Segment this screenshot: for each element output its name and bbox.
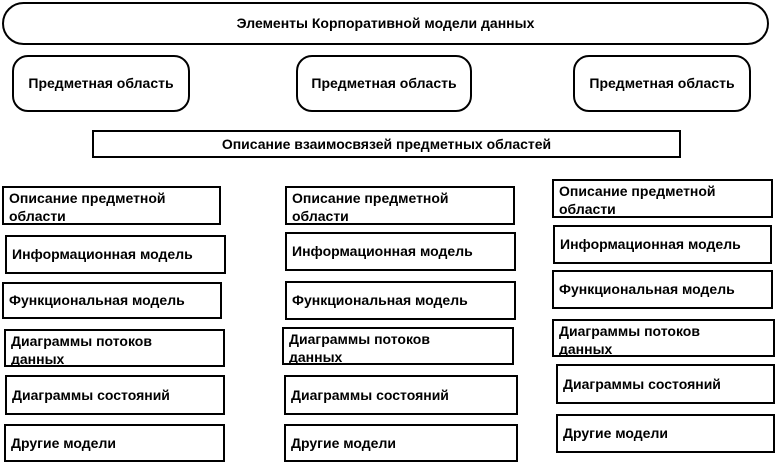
state-diagrams-box-2: [284, 375, 518, 415]
functional-model: Функциональная модель: [559, 281, 735, 297]
other-models-box-3: [556, 414, 775, 453]
relations-description: Описание взаимосвязей предметных областей: [221, 135, 552, 152]
domain-description: Описание предметной области: [292, 190, 449, 224]
subject-area-label: Предметная область: [589, 75, 735, 91]
other-models: Другие модели: [563, 425, 668, 441]
subject-area-box-1: [12, 55, 190, 112]
state-diagrams: Диаграммы состояний: [563, 375, 721, 392]
data-flow-diagrams: Диаграммы потоков данных: [559, 323, 700, 357]
data-flow-diagrams-box-1: [4, 329, 225, 367]
functional-model: Функциональная модель: [292, 292, 468, 308]
functional-model: Функциональная модель: [9, 292, 185, 308]
subject-area-box-2: [296, 55, 472, 112]
information-model-box-3: [553, 225, 772, 264]
other-models: Другие модели: [11, 434, 116, 451]
domain-description: Описание предметной области: [559, 183, 716, 217]
state-diagrams-box-1: [5, 375, 225, 415]
data-flow-diagrams-box-3: [552, 319, 775, 357]
domain-description-box-3: [552, 179, 773, 218]
diagram-title: Элементы Корпоративной модели данных: [236, 15, 535, 31]
subject-area-label: Предметная область: [28, 75, 174, 91]
other-models: Другие модели: [291, 434, 396, 451]
information-model: Информационная модель: [292, 243, 473, 259]
state-diagrams: Диаграммы состояний: [291, 386, 449, 403]
state-diagrams-box-3: [556, 364, 775, 404]
functional-model-box-3: [552, 270, 773, 309]
other-models-box-1: [4, 424, 225, 462]
domain-description: Описание предметной области: [9, 190, 166, 224]
data-flow-diagrams: Диаграммы потоков данных: [11, 333, 152, 367]
information-model: Информационная модель: [12, 246, 193, 262]
domain-description-box-1: [2, 186, 221, 225]
state-diagrams: Диаграммы состояний: [12, 386, 170, 403]
relations-description-box: [92, 130, 681, 158]
diagram-title-box: [2, 2, 769, 45]
domain-description-box-2: [285, 186, 515, 225]
data-flow-diagrams: Диаграммы потоков данных: [289, 331, 430, 365]
information-model-box-1: [5, 235, 226, 274]
functional-model-box-1: [2, 282, 222, 319]
information-model-box-2: [285, 232, 516, 271]
information-model: Информационная модель: [560, 236, 741, 252]
data-flow-diagrams-box-2: [282, 327, 514, 365]
subject-area-label: Предметная область: [311, 75, 457, 91]
other-models-box-2: [284, 424, 518, 462]
subject-area-box-3: [573, 55, 751, 112]
functional-model-box-2: [285, 281, 516, 320]
